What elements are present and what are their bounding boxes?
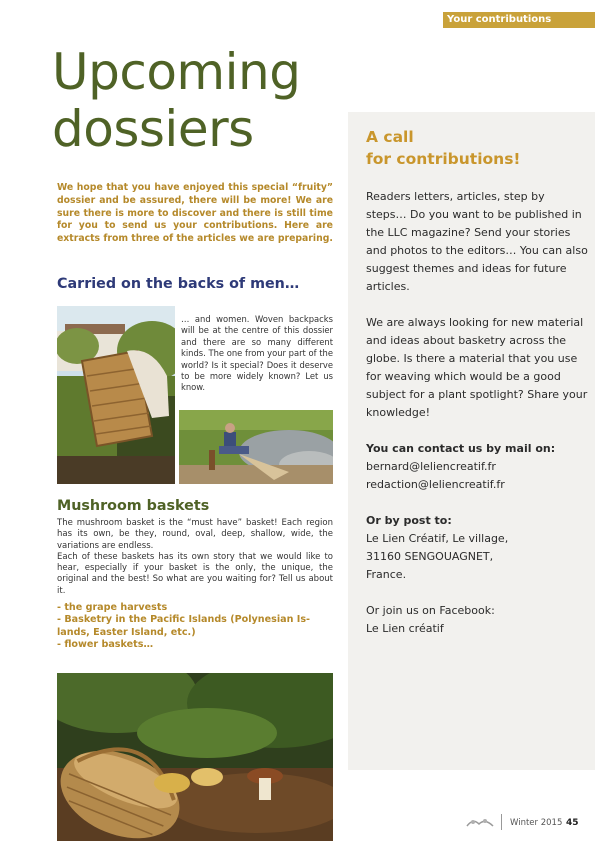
- facebook-block: [366, 602, 588, 638]
- call-body: [366, 188, 588, 656]
- post-line-1: Le Lien Créatif, Le village,: [366, 532, 509, 545]
- contact-post-block: [366, 512, 588, 584]
- call-title-line-2: for contributions!: [366, 150, 521, 168]
- call-title-line-1: A call: [366, 128, 414, 146]
- mushroom-heading: Mushroom baskets: [57, 498, 210, 514]
- facebook-page-link[interactable]: Le Lien créatif: [366, 622, 444, 635]
- post-line-2: 31160 SENGOUAGNET,: [366, 550, 494, 563]
- title-line-1: Upcoming: [52, 43, 301, 101]
- list-item: - flower baskets…: [57, 639, 154, 651]
- title-line-2: dossiers: [52, 100, 254, 158]
- carried-heading: Carried on the backs of men…: [57, 276, 300, 292]
- upcoming-list: [57, 602, 333, 652]
- facebook-heading: Or join us on Facebook:: [366, 604, 495, 617]
- mushroom-paragraph-1: The mushroom basket is the “must have” basket! Each region has its own, be they, round, oval, deep, shallow, wide, the variations are endless.: [57, 518, 333, 551]
- mail-heading: You can contact us by mail on:: [366, 442, 556, 455]
- magazine-logo-icon: [465, 816, 495, 830]
- email-2[interactable]: redaction@leliencreatif.fr: [366, 478, 505, 491]
- mushroom-text: [57, 518, 333, 597]
- contact-mail-block: [366, 440, 588, 494]
- section-tag: Your contributions: [443, 12, 595, 28]
- weaving-outdoors-photo: [179, 410, 333, 484]
- list-item: - the grape harvests: [57, 602, 168, 613]
- call-paragraph-2: We are always looking for new material and ideas about basketry across the globe. Is there a material that you use for weaving which would be a good subject for a plant spotlight? Share your knowledge!: [366, 316, 588, 419]
- post-line-3: France.: [366, 568, 407, 581]
- footer-separator: [501, 814, 502, 830]
- page-title: [52, 44, 300, 158]
- issue-label: Winter 2015: [510, 818, 563, 828]
- call-paragraph-1: Readers letters, articles, step by steps… Do you want to be published in the LLC magazine? Send your stories and photos to the editors… You can also suggest themes and ideas for future articles.: [366, 190, 588, 293]
- post-heading: Or by post to:: [366, 514, 452, 527]
- list-item: - Basketry in the Pacific Islands (Polynesian Is-lands, Easter Island, etc.): [57, 614, 311, 638]
- email-1[interactable]: bernard@leliencreatif.fr: [366, 460, 496, 473]
- page-number: 45: [566, 818, 579, 828]
- carried-text: … and women. Woven backpacks will be at the centre of this dossier and there are so many different kinds. The one from your part of the world? Is it special? Does it deserve to be more widely known? Let us know.: [181, 314, 333, 393]
- mushroom-basket-photo: [57, 673, 333, 841]
- mushroom-paragraph-2: Each of these baskets has its own story that we would like to hear, especially if your basket is the only, the unique, the original and the best! So what are you waiting for? Tell us about it.: [57, 551, 333, 596]
- backpack-basket-photo: [57, 306, 175, 484]
- intro-paragraph: We hope that you have enjoyed this special “fruity” dossier and be assured, there will be more! We are sure there is more to discover and there is still time for you to send us your contributions. Here are extracts from three of the articles we are preparing.: [57, 182, 333, 245]
- call-title: [366, 126, 521, 170]
